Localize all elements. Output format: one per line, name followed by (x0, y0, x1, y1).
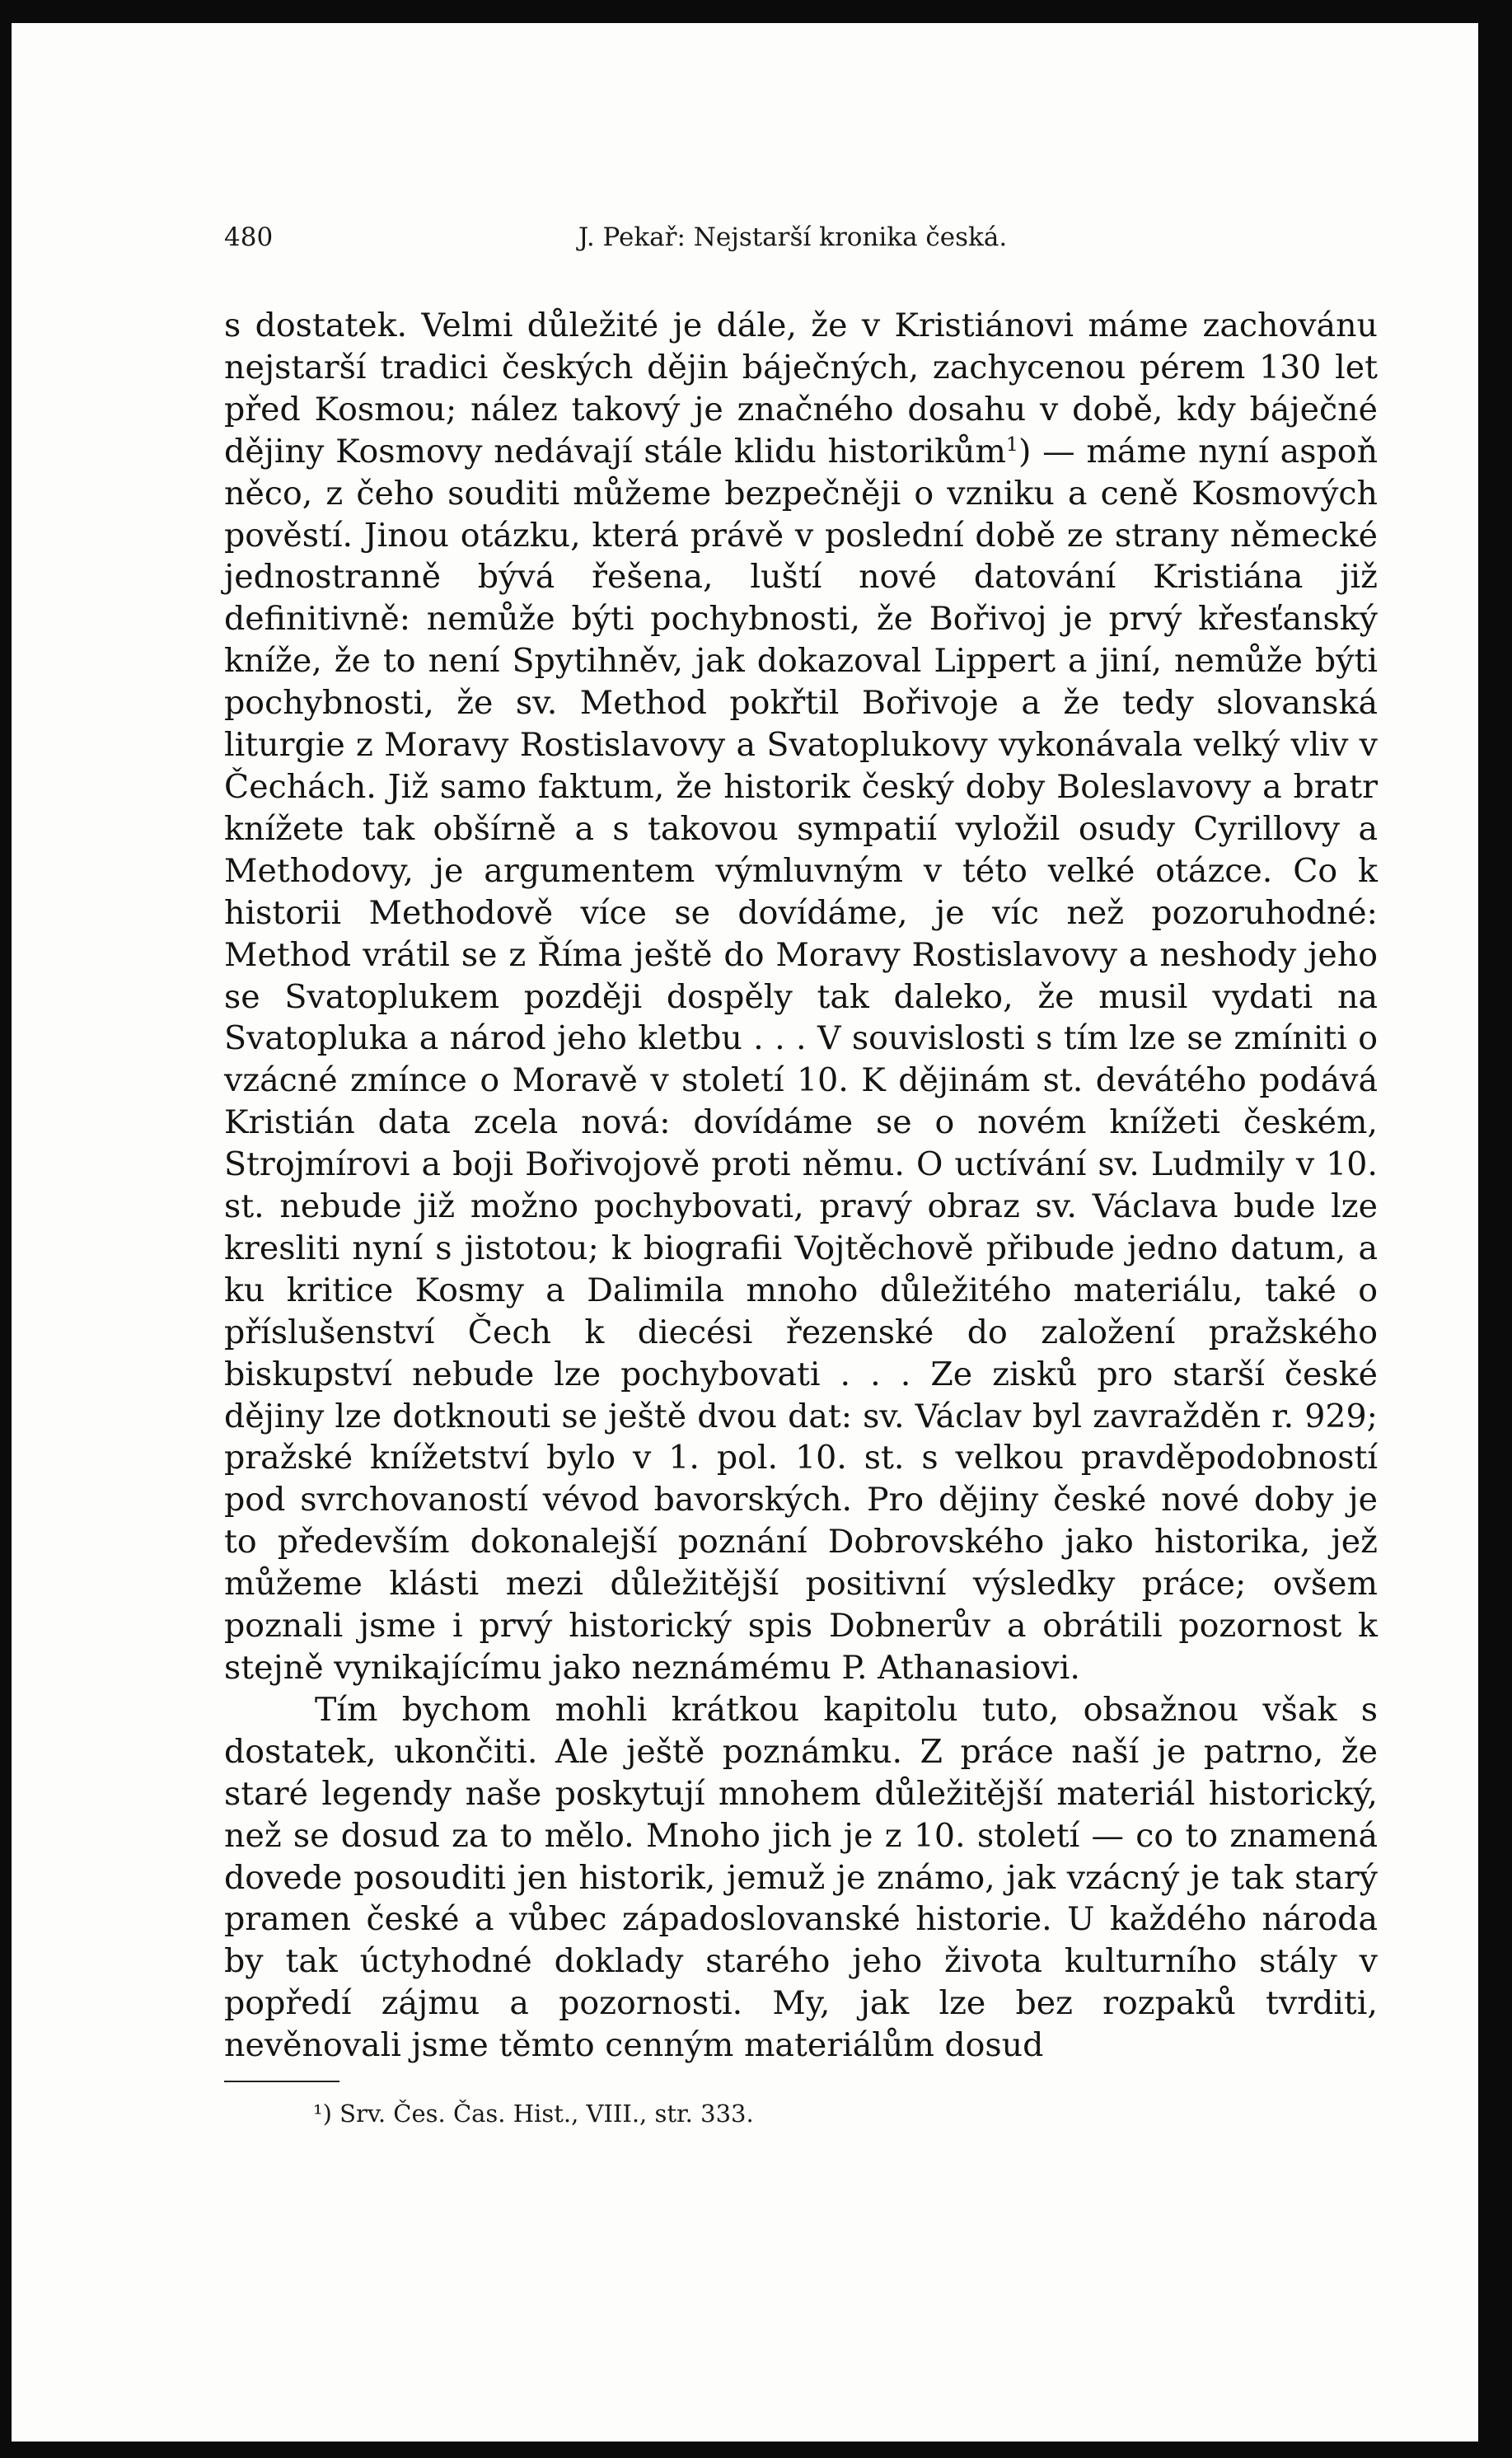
footnote-marker: ¹) (313, 2100, 332, 2128)
paragraph-2: Tím bychom mohli krátkou kapitolu tuto, obsažnou však s dostatek, ukončiti. Ale ještě poznámku. Z práce naší je patrno, že staré legendy naše poskytují mnohem důležitější materiál historický, než se dosud za to mělo. Mnoho jich je z 10. století — co to znamená dovede posouditi jen historik, jemuž je známo, jak vzácný je tak starý pramen české a vůbec západoslovanské historie. U každého národa by tak úctyhodné doklady starého jeho života kulturního stály v popředí zájmu a pozornosti. My, jak lze bez rozpaků tvrditi, nevěnovali jsme těmto cenným materiálům dosud (224, 1690, 1378, 2065)
running-title: J. Pekař: Nejstarší kronika česká. (578, 222, 1008, 252)
page-number: 480 (224, 222, 274, 252)
paragraph-1-part-a: s dostatek. Velmi důležité je dále, že v Kristiánovi máme zachovánu nejstarší tradici českých dějin báječných, zachycenou pérem 130 let před Kosmou; nález takový je značného dosahu v době, kdy báječné dějiny Kosmovy nedávají stále klidu historikům (224, 307, 1378, 471)
footnote-separator (224, 2081, 339, 2082)
paragraph-1 (224, 305, 1378, 1689)
paragraph-1-part-b: ) — máme nyní aspoň něco, z čeho souditi můžeme bezpečněji o vzniku a ceně Kosmových pověstí. Jinou otázku, která právě v poslední době ze strany německé jednostranně bývá řešena, luští nové datování Kristiána již definitivně: nemůže býti pochybnosti, že Bořivoj je prvý křesťanský kníže, že to není Spytihněv, jak dokazoval Lippert a jiní, nemůže býti pochybnosti, že sv. Method pokřtil Bořivoje a že tedy slovanská liturgie z Moravy Rostislavovy a Svatoplukovy vykonávala velký vliv v Čechách. Již samo faktum, že historik český doby Boleslavovy a bratr knížete tak obšírně a s takovou sympatií vyložil osudy Cyrillovy a Methodovy, je argumentem výmluvným v této velké otázce. Co k historii Methodově více se dovídáme, je víc než pozoruhodné: Method vrátil se z Říma ještě do Moravy Rostislavovy a neshody jeho se Svatoplukem později dospěly tak daleko, že musil vydati na Svatopluka a národ jeho kletbu . . . V souvislosti s tím lze se zmíniti o vzácné zmínce o Moravě v století 10. K dějinám st. devátého podává Kristián data zcela nová: dovídáme se o novém knížeti českém, Strojmírovi a boji Bořivojově proti němu. O uctívání sv. Ludmily v 10. st. nebude již možno pochybovati, pravý obraz sv. Václava bude lze kresliti nyní s jistotou; k biografii Vojtěchově přibude jedno datum, a ku kritice Kosmy a Dalimila mnoho důležitého materiálu, také o příslušenství Čech k diecési řezenské do založení pražského biskupství nebude lze pochybovati . . . Ze zisků pro starší české dějiny lze dotknouti se ještě dvou dat: sv. Václav byl zavražděn r. 929; pražské knížetství bylo v 1. pol. 10. st. s velkou pravděpodobností pod svrchovaností vévod bavorských. Pro dějiny české nové doby je to především dokonalejší poznání Dobrovského jako historika, jež můžeme klásti mezi důležitější positivní výsledky práce; ovšem poznali jsme i prvý historický spis Dobnerův a obrátili pozornost k stejně vynikajícímu jako neznámému P. Athanasiovi. (224, 432, 1379, 1687)
footnote-reference: 1 (1005, 432, 1018, 456)
footnote-text: Srv. Čes. Čas. Hist., VIII., str. 333. (339, 2100, 754, 2128)
body-text (224, 305, 1378, 2067)
footnote (313, 2100, 754, 2128)
